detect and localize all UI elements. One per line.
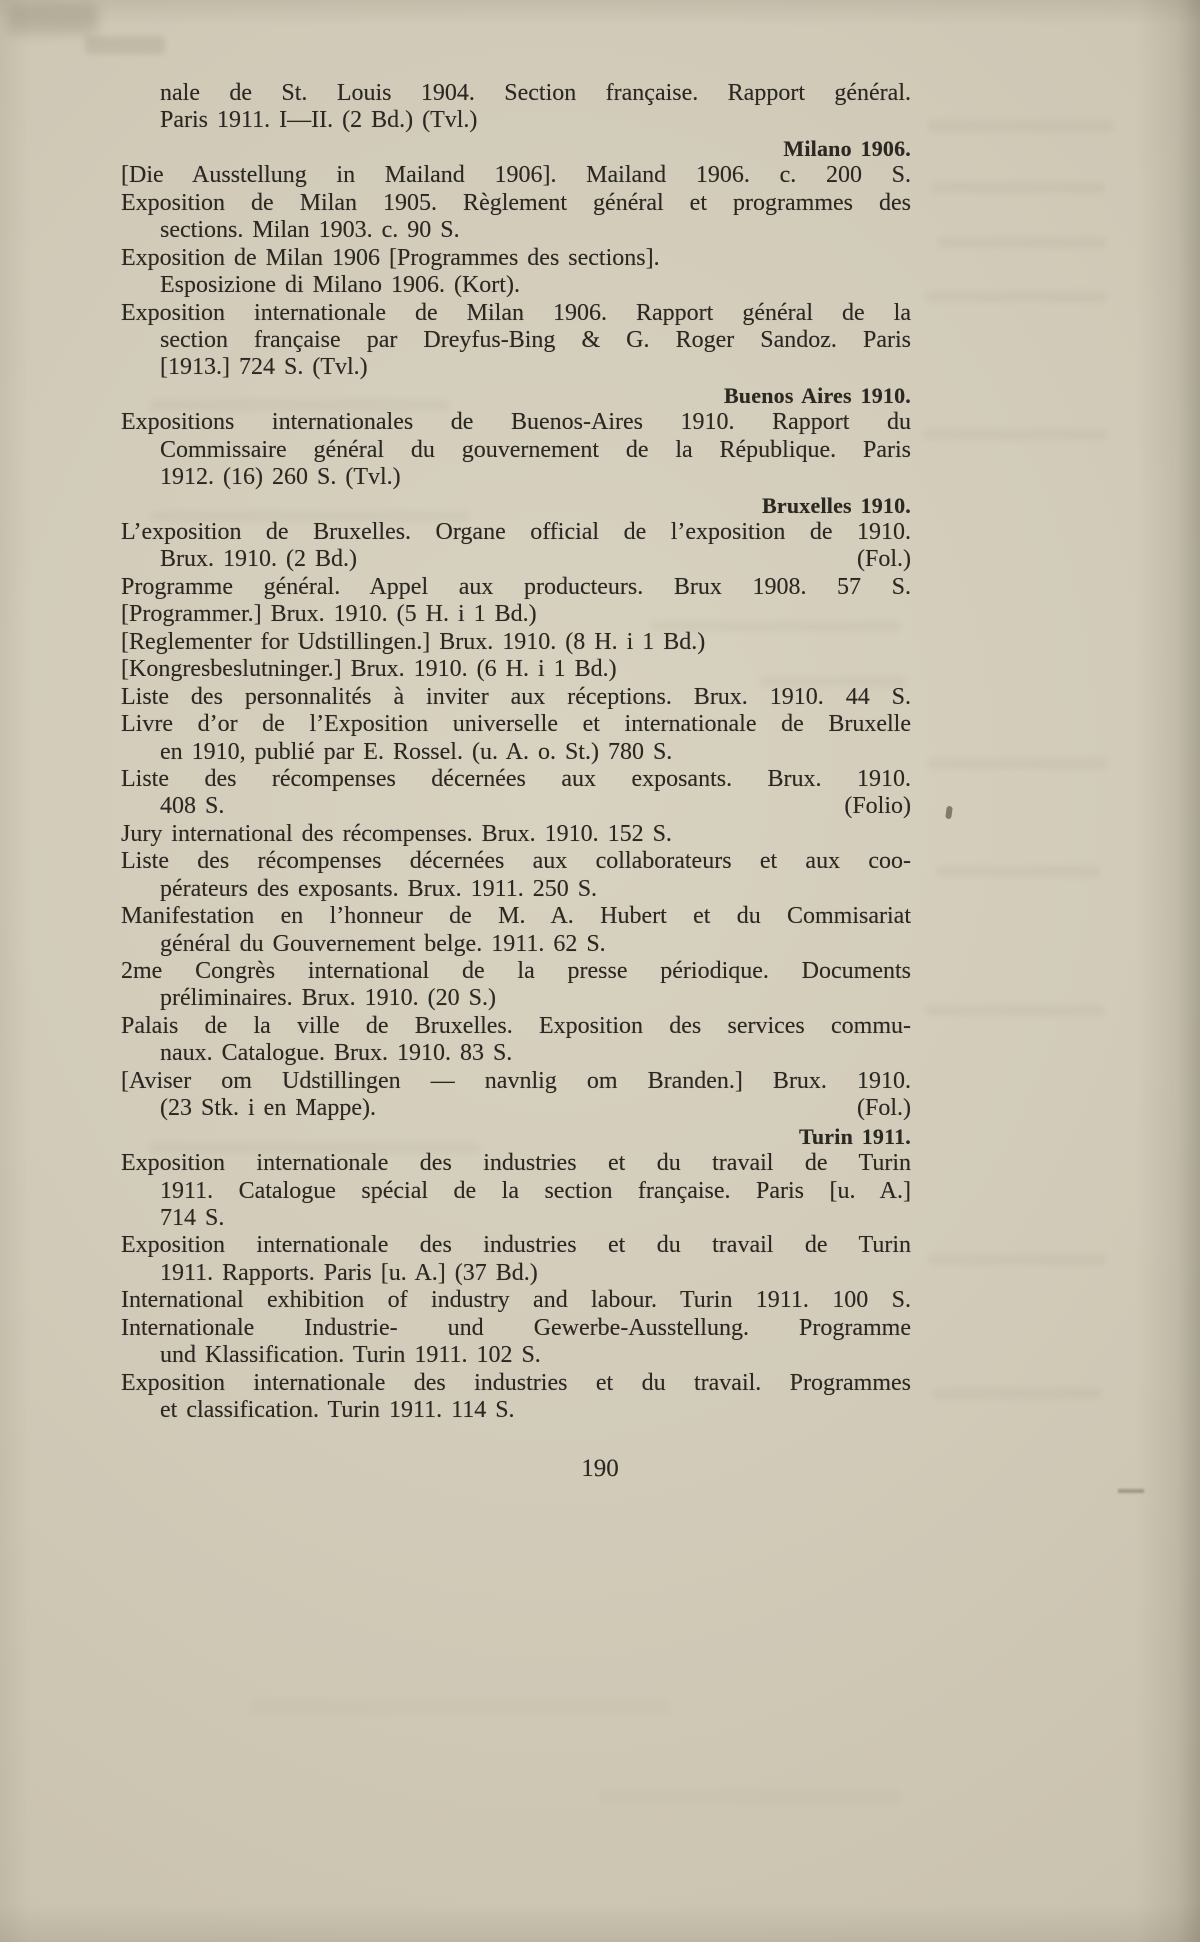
show-through-mark [930,182,1105,193]
text-line: L’exposition de Bruxelles. Organe official de l’exposition de 1910. [121,519,911,545]
entry-text: (23 Stk. i en Mappe). [160,1095,376,1122]
show-through-mark [925,1005,1105,1016]
text-line: Palais de la ville de Bruxelles. Exposition des services commu- [121,1012,911,1039]
entry-text: Brux. 1910. (2 Bd.) [160,546,357,573]
text-line [121,546,911,573]
text-line: en 1910, publié par E. Rossel. (u. A. o. St.) 780 S. [160,738,673,765]
text-line: Liste des récompenses décernées aux collaborateurs et aux coo- [121,848,911,875]
text-line: 1911. Catalogue spécial de la section française. Paris [u. A.] [160,1177,911,1204]
text-line: Jury international des récompenses. Brux. 1910. 152 S. [121,820,672,847]
text-line: Exposition de Milan 1906 [Programmes des sections]. [121,244,660,271]
text-line [121,1095,911,1122]
edge-dash-mark [1118,1489,1144,1493]
text-line: Exposition de Milan 1905. Règlement général et programmes des [121,189,911,216]
page-edge-shadow-bottom [0,1904,1200,1942]
text-line: und Klassification. Turin 1911. 102 S. [160,1342,541,1369]
show-through-mark [928,758,1108,769]
text-line: pérateurs des exposants. Brux. 1911. 250 S. [160,875,598,902]
text-line: Exposition internationale des industries et du travail. Programmes [121,1369,911,1396]
text-line: Paris 1911. I—II. (2 Bd.) (Tvl.) [160,107,478,134]
text-line: Esposizione di Milano 1906. (Kort). [160,272,520,299]
show-through-mark [922,429,1107,440]
text-line: Livre d’or de l’Exposition universelle et internationale de Bruxelle [121,711,911,738]
format-note: (Fol.) [857,1095,911,1122]
text-line: International exhibition of industry and labour. Turin 1911. 100 S. [121,1287,911,1314]
format-note: (Folio) [844,793,911,820]
text-line: [Aviser om Udstillingen — navnlig om Branden.] Brux. 1910. [121,1067,911,1094]
text-line: Manifestation en l’honneur de M. A. Hubert et du Commisariat [121,903,911,930]
show-through-mark [932,1388,1102,1399]
section-heading: Turin 1911. [799,1123,911,1149]
text-line: Internationale Industrie- und Gewerbe-Ausstellung. Programme [121,1314,911,1341]
show-through-mark [926,291,1106,302]
text-line: nale de St. Louis 1904. Section française. Rapport général. [160,80,911,106]
text-block [121,80,911,1424]
show-through-mark [936,866,1101,877]
ink-mark [945,806,953,820]
text-line: Exposition internationale de Milan 1906. Rapport général de la [121,299,911,326]
show-through-mark [600,1790,900,1804]
text-line: [Programmer.] Brux. 1910. (5 H. i 1 Bd.) [121,601,537,628]
text-line: Programme général. Appel aux producteurs. Brux 1908. 57 S. [121,573,911,600]
text-line: section française par Dreyfus-Bing & G. Roger Sandoz. Paris [160,326,911,353]
section-heading: Buenos Aires 1910. [723,382,911,408]
page-edge-shadow-right [1136,0,1200,1942]
text-line: Exposition internationale des industries et du travail de Turin [121,1150,911,1177]
text-line: Liste des récompenses décernées aux exposants. Brux. 1910. [121,765,911,792]
text-line: Liste des personnalités à inviter aux réceptions. Brux. 1910. 44 S. [121,683,911,710]
text-line: [Kongresbeslutninger.] Brux. 1910. (6 H. i 1 Bd.) [121,656,617,683]
text-line: et classification. Turin 1911. 114 S. [160,1397,515,1423]
text-line: sections. Milan 1903. c. 90 S. [160,217,460,244]
text-line: 2me Congrès international de la presse périodique. Documents [121,958,911,984]
format-note: (Fol.) [857,546,911,573]
page-number: 190 [581,1455,619,1482]
entry-text: 408 S. [160,793,225,820]
show-through-mark [928,120,1113,132]
text-line: [1913.] 724 S. (Tvl.) [160,354,368,381]
text-line: général du Gouvernement belge. 1911. 62 S. [160,930,606,957]
text-line [121,793,911,820]
show-through-mark [938,237,1106,248]
text-line: 714 S. [160,1204,225,1231]
show-through-mark [85,36,165,54]
text-line: Expositions internationales de Buenos-Aires 1910. Rapport du [121,409,911,436]
page-edge-shadow-top [0,0,1200,26]
text-line: naux. Catalogue. Brux. 1910. 83 S. [160,1040,513,1067]
show-through-mark [928,1254,1106,1265]
text-line: 1911. Rapports. Paris [u. A.] (37 Bd.) [160,1259,538,1286]
section-heading: Bruxelles 1910. [762,492,911,518]
section-heading: Milano 1906. [783,135,911,161]
text-line: Exposition internationale des industries et du travail de Turin [121,1232,911,1259]
text-line: [Reglementer for Udstillingen.] Brux. 1910. (8 H. i 1 Bd.) [121,628,706,655]
text-line: Commissaire général du gouvernement de la République. Paris [160,436,911,463]
text-line: [Die Ausstellung in Mailand 1906]. Mailand 1906. c. 200 S. [121,162,911,189]
text-line: 1912. (16) 260 S. (Tvl.) [160,464,401,491]
page-edge-shadow-left [0,0,30,1942]
show-through-mark [250,1700,670,1714]
text-line: préliminaires. Brux. 1910. (20 S.) [160,985,496,1012]
corner-smudge [8,4,98,34]
